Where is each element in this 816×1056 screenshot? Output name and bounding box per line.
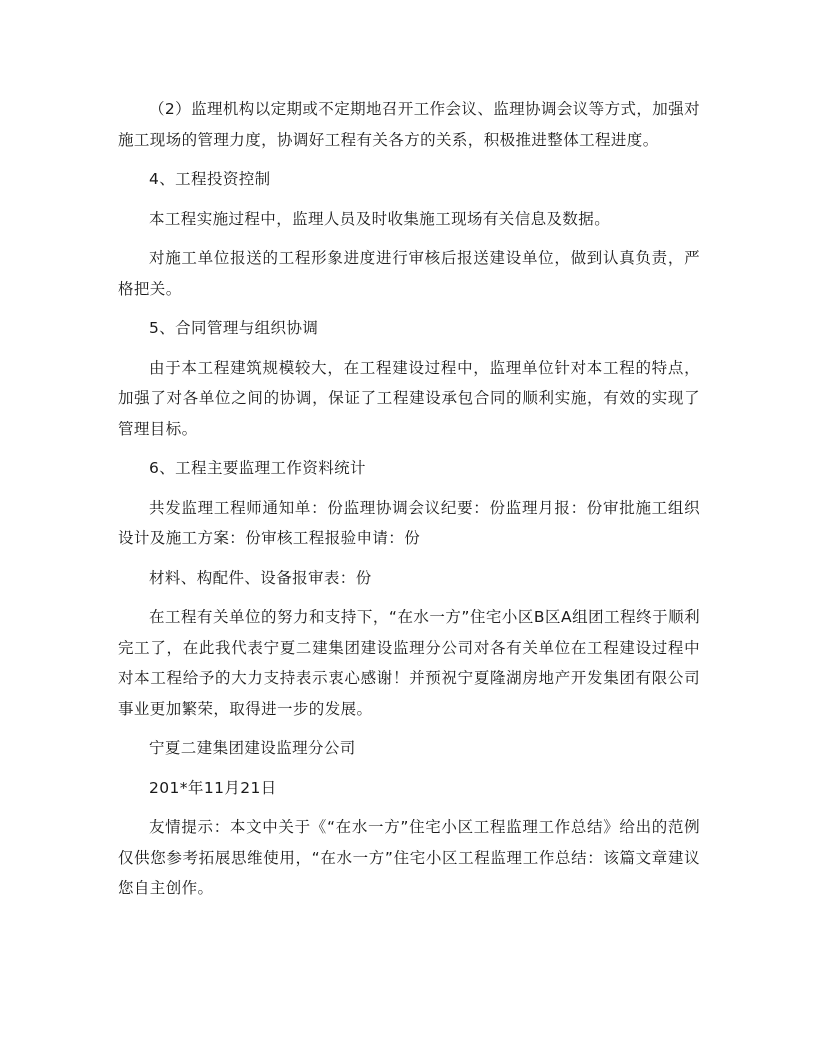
heading-investment-control: 4、工程投资控制 [149,170,271,188]
paragraph-acknowledgement: 在工程有关单位的努力和支持下，“在水一方”住宅小区B区A组团工程终于顺利完工了，在此我代表宁夏二建集团建设监理分公司对各有关单位在工程建设过程中对本工程给予的大力支持表示衷心感谢！并预祝宁夏隆湖房地产开发集团有限公司事业更加繁荣，取得进一步的发展。 [118,608,700,718]
paragraph-progress-review: 对施工单位报送的工程形象进度进行审核后报送建设单位，做到认真负责，严格把关。 [118,249,700,298]
heading-document-statistics: 6、工程主要监理工作资料统计 [149,459,366,477]
paragraph-meeting-coordination: （2）监理机构以定期或不定期地召开工作会议、监理协调会议等方式，加强对施工现场的管理力度，协调好工程有关各方的关系，积极推进整体工程进度。 [118,100,700,149]
paragraph-friendly-reminder: 友情提示：本文中关于《“在水一方”住宅小区工程监理工作总结》给出的范例仅供您参考拓展思维使用，“在水一方”住宅小区工程监理工作总结：该篇文章建议您自主创作。 [118,818,700,897]
signature-company: 宁夏二建集团建设监理分公司 [149,739,356,757]
heading-contract-management: 5、合同管理与组织协调 [149,319,319,337]
paragraph-materials-forms: 材料、构配件、设备报审表：份 [149,568,372,587]
paragraph-coordination: 由于本工程建筑规模较大，在工程建设过程中，监理单位针对本工程的特点，加强了对各单位之间的协调，保证了工程建设承包合同的顺利实施，有效的实现了管理目标。 [118,358,700,438]
paragraph-collect-info: 本工程实施过程中，监理人员及时收集施工现场有关信息及数据。 [149,209,611,228]
signature-date: 201*年11月21日 [149,778,277,797]
document-body [118,94,700,904]
paragraph-document-counts: 共发监理工程师通知单：份监理协调会议纪要：份监理月报：份审批施工组织设计及施工方案：份审核工程报验申请：份 [118,498,700,547]
